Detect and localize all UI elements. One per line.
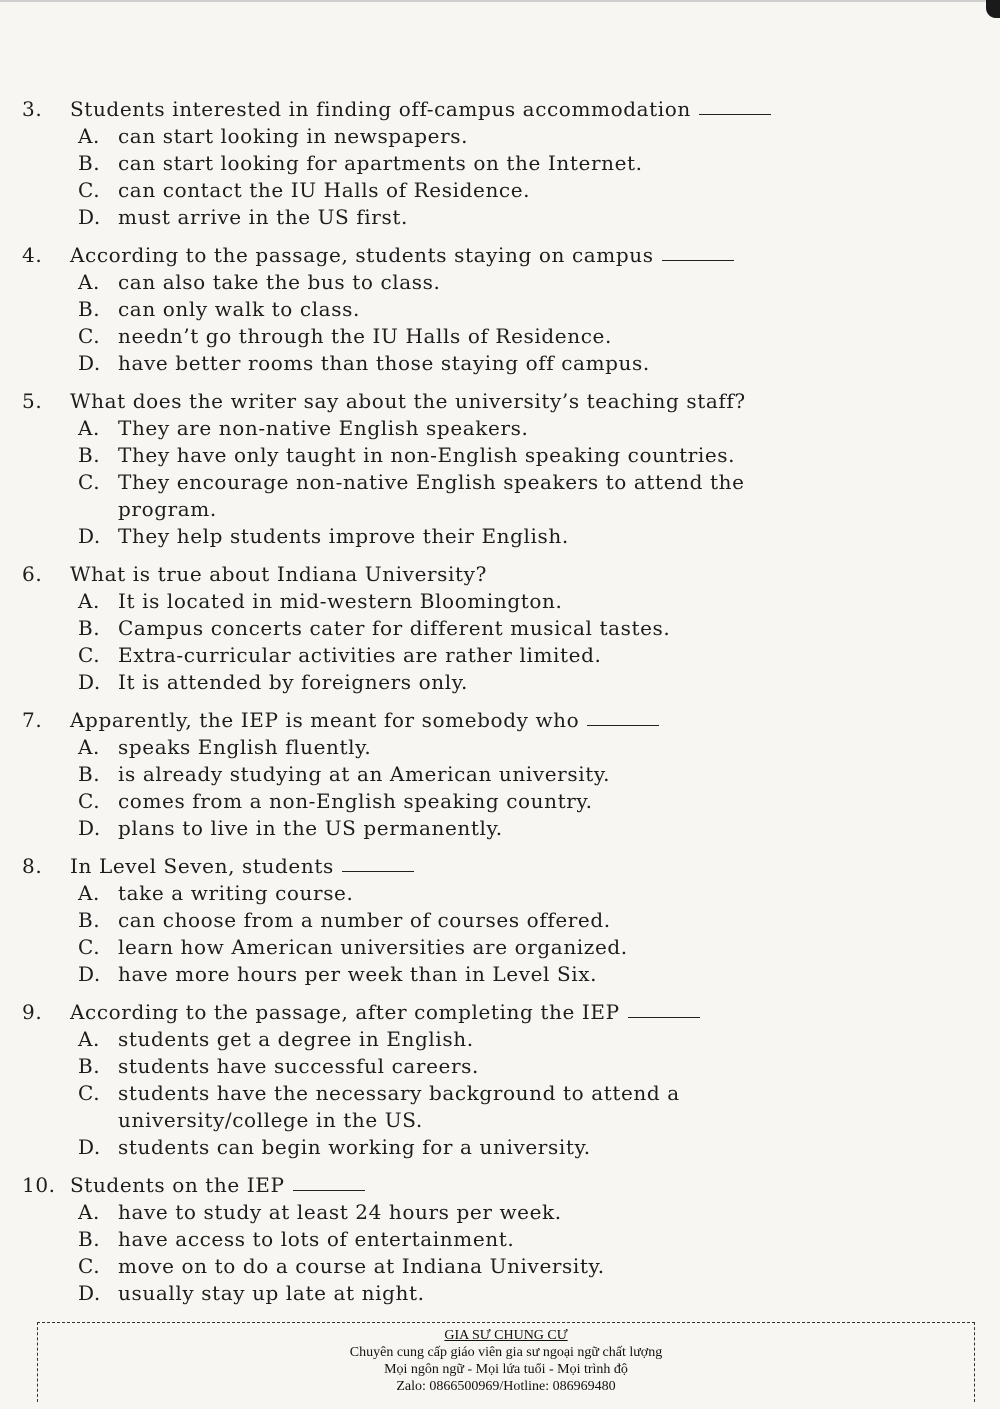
option-d bbox=[78, 1280, 922, 1307]
option-letter: C. bbox=[78, 643, 101, 667]
option-letter: B. bbox=[78, 151, 101, 175]
option-c bbox=[78, 323, 922, 350]
question-10 bbox=[22, 1172, 922, 1307]
option-a bbox=[78, 734, 922, 761]
question-3 bbox=[22, 96, 922, 231]
option-a bbox=[78, 880, 922, 907]
option-d bbox=[78, 523, 922, 550]
question-5 bbox=[22, 388, 922, 550]
option-text: have more hours per week than in Level Six. bbox=[118, 962, 598, 986]
option-text: can choose from a number of courses offered. bbox=[118, 908, 611, 932]
option-letter: B. bbox=[78, 762, 101, 786]
option-letter: A. bbox=[78, 1200, 101, 1224]
question-stem bbox=[22, 853, 922, 880]
question-number: 3. bbox=[22, 97, 43, 121]
option-c bbox=[78, 469, 922, 523]
question-text: What is true about Indiana University? bbox=[70, 562, 487, 586]
option-letter: A. bbox=[78, 416, 101, 440]
option-b bbox=[78, 296, 922, 323]
option-text: students have successful careers. bbox=[118, 1054, 479, 1078]
option-letter: C. bbox=[78, 1081, 101, 1105]
option-letter: C. bbox=[78, 935, 101, 959]
option-letter: A. bbox=[78, 735, 101, 759]
option-letter: A. bbox=[78, 589, 101, 613]
option-letter: D. bbox=[78, 816, 101, 840]
footer-line-1: Chuyên cung cấp giáo viên gia sư ngoại ngữ chất lượng bbox=[349, 1345, 663, 1360]
option-a bbox=[78, 1026, 922, 1053]
option-b bbox=[78, 150, 922, 177]
option-c bbox=[78, 177, 922, 204]
answer-blank bbox=[628, 999, 700, 1018]
question-number: 6. bbox=[22, 562, 43, 586]
option-d bbox=[78, 350, 922, 377]
options bbox=[22, 1199, 922, 1307]
question-text: Students interested in finding off-campus accommodation bbox=[70, 97, 691, 121]
option-letter: D. bbox=[78, 962, 101, 986]
options bbox=[22, 734, 922, 842]
option-letter: B. bbox=[78, 908, 101, 932]
answer-blank bbox=[699, 96, 771, 115]
scan-corner-mark bbox=[986, 0, 1000, 18]
option-text: can only walk to class. bbox=[118, 297, 360, 321]
question-stem bbox=[22, 707, 922, 734]
question-number: 5. bbox=[22, 389, 43, 413]
option-text: is already studying at an American university. bbox=[118, 762, 611, 786]
option-b bbox=[78, 761, 922, 788]
option-letter: C. bbox=[78, 324, 101, 348]
option-letter: C. bbox=[78, 789, 101, 813]
option-text: have to study at least 24 hours per week. bbox=[118, 1200, 562, 1224]
option-text: Extra-curricular activities are rather limited. bbox=[118, 643, 602, 667]
question-4 bbox=[22, 242, 922, 377]
option-text: speaks English fluently. bbox=[118, 735, 372, 759]
option-a bbox=[78, 588, 922, 615]
question-number: 7. bbox=[22, 708, 43, 732]
option-d bbox=[78, 961, 922, 988]
option-text: can start looking in newspapers. bbox=[118, 124, 469, 148]
option-text: Campus concerts cater for different musical tastes. bbox=[118, 616, 671, 640]
footer-line-2: Mọi ngôn ngữ - Mọi lứa tuổi - Mọi trình độ bbox=[384, 1362, 628, 1377]
option-text: plans to live in the US permanently. bbox=[118, 816, 503, 840]
question-stem bbox=[22, 96, 922, 123]
answer-blank bbox=[342, 853, 414, 872]
option-letter: B. bbox=[78, 443, 101, 467]
option-b bbox=[78, 615, 922, 642]
option-text: They encourage non-native English speakers to attend the program. bbox=[118, 470, 745, 521]
question-text: Students on the IEP bbox=[70, 1173, 285, 1197]
question-9 bbox=[22, 999, 922, 1161]
option-a bbox=[78, 269, 922, 296]
footer-title: GIA SƯ CHUNG CƯ bbox=[444, 1328, 568, 1343]
option-letter: C. bbox=[78, 470, 101, 494]
option-letter: D. bbox=[78, 351, 101, 375]
option-text: students have the necessary background to attend a university/college in the US. bbox=[118, 1081, 680, 1132]
option-text: needn’t go through the IU Halls of Residence. bbox=[118, 324, 612, 348]
question-text: According to the passage, students staying on campus bbox=[70, 243, 654, 267]
question-number: 8. bbox=[22, 854, 43, 878]
option-letter: D. bbox=[78, 205, 101, 229]
option-a bbox=[78, 1199, 922, 1226]
option-text: must arrive in the US first. bbox=[118, 205, 408, 229]
option-letter: D. bbox=[78, 524, 101, 548]
answer-blank bbox=[587, 707, 659, 726]
option-letter: A. bbox=[78, 881, 101, 905]
question-number: 10. bbox=[22, 1173, 56, 1197]
question-text: Apparently, the IEP is meant for somebody who bbox=[70, 708, 580, 732]
option-d bbox=[78, 815, 922, 842]
options bbox=[22, 1026, 922, 1161]
option-text: have access to lots of entertainment. bbox=[118, 1227, 515, 1251]
options bbox=[22, 588, 922, 696]
question-stem bbox=[22, 561, 922, 588]
option-text: students get a degree in English. bbox=[118, 1027, 474, 1051]
question-6 bbox=[22, 561, 922, 696]
options bbox=[22, 123, 922, 231]
footer-box bbox=[37, 1322, 975, 1402]
option-b bbox=[78, 907, 922, 934]
option-text: They help students improve their English. bbox=[118, 524, 569, 548]
option-text: take a writing course. bbox=[118, 881, 354, 905]
option-letter: B. bbox=[78, 1227, 101, 1251]
option-letter: C. bbox=[78, 178, 101, 202]
option-text: students can begin working for a university. bbox=[118, 1135, 591, 1159]
answer-blank bbox=[293, 1172, 365, 1191]
option-c bbox=[78, 788, 922, 815]
question-stem bbox=[22, 388, 922, 415]
option-text: can also take the bus to class. bbox=[118, 270, 441, 294]
option-d bbox=[78, 204, 922, 231]
option-text: comes from a non-English speaking country. bbox=[118, 789, 593, 813]
question-text: What does the writer say about the university’s teaching staff? bbox=[70, 389, 746, 413]
question-7 bbox=[22, 707, 922, 842]
option-text: It is attended by foreigners only. bbox=[118, 670, 468, 694]
options bbox=[22, 269, 922, 377]
question-8 bbox=[22, 853, 922, 988]
option-letter: A. bbox=[78, 270, 101, 294]
question-stem bbox=[22, 1172, 922, 1199]
question-stem bbox=[22, 999, 922, 1026]
question-number: 9. bbox=[22, 1000, 43, 1024]
page-top-edge bbox=[0, 0, 1000, 2]
option-letter: B. bbox=[78, 1054, 101, 1078]
option-a bbox=[78, 123, 922, 150]
option-d bbox=[78, 1134, 922, 1161]
option-text: It is located in mid-western Bloomington. bbox=[118, 589, 563, 613]
option-a bbox=[78, 415, 922, 442]
option-letter: D. bbox=[78, 1135, 101, 1159]
question-list bbox=[22, 96, 922, 1318]
option-c bbox=[78, 642, 922, 669]
question-text: In Level Seven, students bbox=[70, 854, 334, 878]
option-letter: B. bbox=[78, 616, 101, 640]
option-d bbox=[78, 669, 922, 696]
options bbox=[22, 415, 922, 550]
option-letter: D. bbox=[78, 670, 101, 694]
option-text: move on to do a course at Indiana University. bbox=[118, 1254, 605, 1278]
option-letter: A. bbox=[78, 1027, 101, 1051]
option-b bbox=[78, 442, 922, 469]
option-c bbox=[78, 934, 922, 961]
option-letter: A. bbox=[78, 124, 101, 148]
option-letter: B. bbox=[78, 297, 101, 321]
question-number: 4. bbox=[22, 243, 43, 267]
answer-blank bbox=[662, 242, 734, 261]
option-text: can start looking for apartments on the Internet. bbox=[118, 151, 643, 175]
option-text: have better rooms than those staying off campus. bbox=[118, 351, 650, 375]
option-b bbox=[78, 1053, 922, 1080]
option-c bbox=[78, 1080, 922, 1134]
option-text: can contact the IU Halls of Residence. bbox=[118, 178, 531, 202]
options bbox=[22, 880, 922, 988]
question-text: According to the passage, after completing the IEP bbox=[70, 1000, 620, 1024]
option-text: usually stay up late at night. bbox=[118, 1281, 425, 1305]
option-b bbox=[78, 1226, 922, 1253]
option-text: They have only taught in non-English speaking countries. bbox=[118, 443, 736, 467]
option-text: learn how American universities are organized. bbox=[118, 935, 628, 959]
question-stem bbox=[22, 242, 922, 269]
option-letter: D. bbox=[78, 1281, 101, 1305]
option-c bbox=[78, 1253, 922, 1280]
option-text: They are non-native English speakers. bbox=[118, 416, 529, 440]
footer-line-3: Zalo: 0866500969/Hotline: 086969480 bbox=[396, 1379, 616, 1394]
option-letter: C. bbox=[78, 1254, 101, 1278]
